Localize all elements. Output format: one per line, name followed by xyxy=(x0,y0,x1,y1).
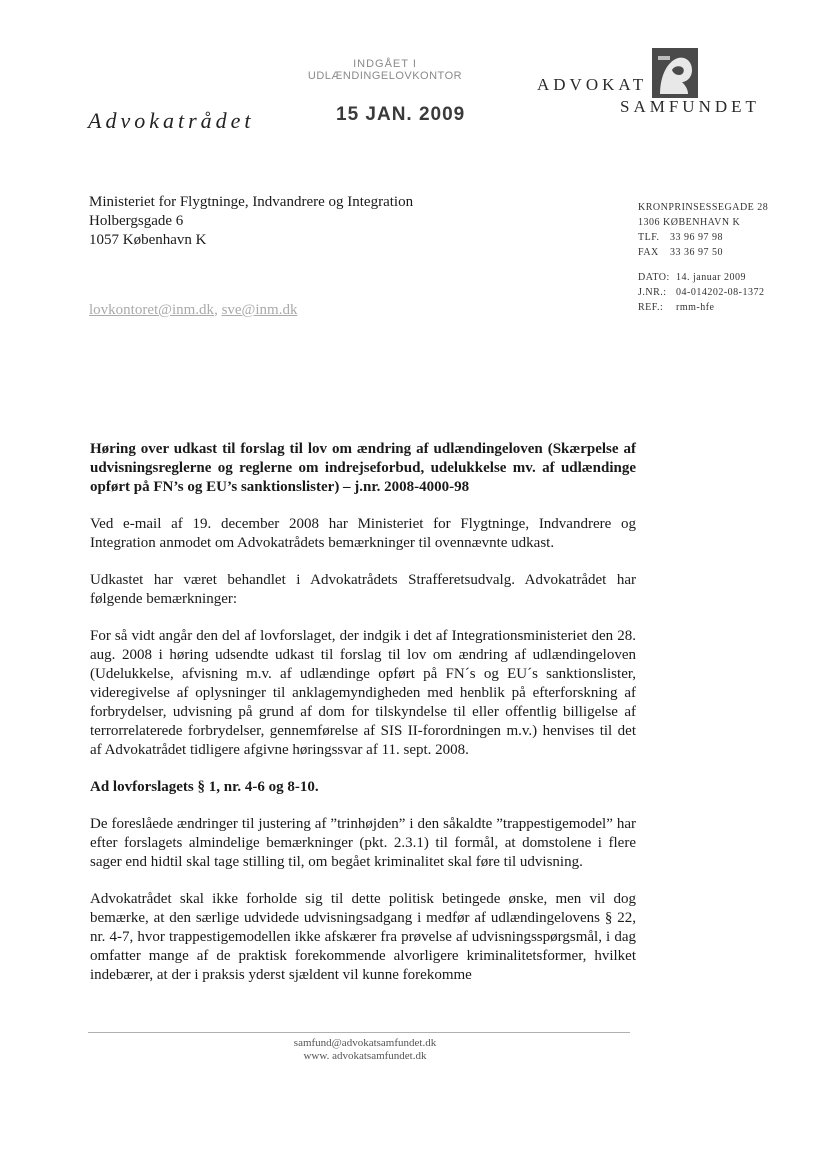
jnr-row xyxy=(638,285,768,300)
dato-row xyxy=(638,270,768,285)
paragraph-1: Ved e-mail af 19. december 2008 har Ministeriet for Flygtninge, Indvandrere og Integration anmodet om Advokatrådets bemærkninger til ovennævnte udkast. xyxy=(90,516,636,551)
advokatsamfundet-logo-icon xyxy=(652,48,698,98)
recipient-emails xyxy=(89,302,297,319)
ref-row xyxy=(638,300,768,315)
footer-divider xyxy=(88,1032,630,1033)
org-name-italic: Advokatrådet xyxy=(88,108,255,133)
footer xyxy=(280,1037,450,1063)
email-link-lovkontoret[interactable]: lovkontoret@inm.dk xyxy=(89,302,215,318)
fax-label: FAX xyxy=(638,247,659,258)
email-separator: , xyxy=(214,302,222,318)
sender-fax-row xyxy=(638,245,768,260)
sender-info-block xyxy=(638,200,768,315)
ref-value: rmm-hfe xyxy=(676,302,715,313)
letter-subject: Høring over udkast til forslag til lov om ændring af udlændingeloven (Skærpelse af udvisningsreglerne og reglerne om indrejseforbud, udelukkelse mv. af udlændinge opført på FN’s og EU’s sanktionslister) – j.nr. 2008-4000-98 xyxy=(90,441,636,495)
received-stamp xyxy=(290,58,480,82)
dato-label: DATO: xyxy=(638,272,670,283)
footer-web[interactable]: www. advokatsamfundet.dk xyxy=(303,1050,427,1062)
jnr-label: J.NR.: xyxy=(638,287,667,298)
paragraph-3: For så vidt angår den del af lovforslaget, der indgik i det af Integrationsministeriet den 28. aug. 2008 i høring udsendte udkast til forslag til lov om ændring af udlændingeloven (Udelukkelse, afvisning m.v. af udlændinge opført på FN´s og EU´s sanktionslister, videregivelse af oplysninger til anklagemyndigheden med henblik på efterforskning af forbrydelser, udvisning på grund af dom for tilskyndelse til eller offentlig billigelse af terrorrelaterede forbrydelser, gennemførelse af SIS II-forordningen m.v.) henvises til det af Advokatrådet tidligere afgivne høringssvar af 11. sept. 2008. xyxy=(90,628,636,758)
tlf-label: TLF. xyxy=(638,232,660,243)
sender-address2: 1306 KØBENHAVN K xyxy=(638,217,741,228)
paragraph-5: Advokatrådet skal ikke forholde sig til dette politisk betingede ønske, men vil dog bemærke, at den særlige udvidede udvisningsadgang i medfør af udlændingelovens § 22, nr. 4-7, hvor trappestigemodellen ikke afskærer fra prøvelse af udvisningsspørgsmål, i dag omfatter mange af de praktisk forekommende alvorligere kriminalitetsformer, hvilket indebærer, at der i praksis yderst sjældent vil kunne forekomme xyxy=(90,891,636,983)
paragraph-2: Udkastet har været behandlet i Advokatrådets Strafferetsudvalg. Advokatrådet har følgende bemærkninger: xyxy=(90,572,636,607)
brand-word-advokat: ADVOKAT xyxy=(537,75,648,94)
recipient-line1: Ministeriet for Flygtninge, Indvandrere og Integration xyxy=(89,194,414,210)
stamp-line1: INDGÅET I xyxy=(353,58,417,70)
footer-email[interactable]: samfund@advokatsamfundet.dk xyxy=(293,1037,437,1049)
sender-address1: KRONPRINSESSEGADE 28 xyxy=(638,202,769,213)
email-link-sve[interactable]: sve@inm.dk xyxy=(221,302,298,318)
letter-body xyxy=(90,440,636,1003)
recipient-address xyxy=(89,193,413,250)
ref-label: REF.: xyxy=(638,302,664,313)
sender-tlf-row xyxy=(638,230,768,245)
recipient-line3: 1057 København K xyxy=(89,232,207,248)
section-heading: Ad lovforslagets § 1, nr. 4-6 og 8-10. xyxy=(90,779,319,795)
dato-value: 14. januar 2009 xyxy=(676,272,746,283)
recipient-line2: Holbergsgade 6 xyxy=(89,213,184,229)
jnr-value: 04-014202-08-1372 xyxy=(676,287,765,298)
fax-value: 33 36 97 50 xyxy=(670,247,723,258)
brand-word-samfundet: SAMFUNDET xyxy=(620,97,760,116)
tlf-value: 33 96 97 98 xyxy=(670,232,723,243)
stamp-line2: UDLÆNDINGELOVKONTOR xyxy=(307,70,463,82)
paragraph-4: De foreslåede ændringer til justering af ”trinhøjden” i den såkaldte ”trappestigemodel” har efter forslagets almindelige bemærkninger (pkt. 2.3.1) til formål, at domstolene i flere sager end hidtil skal tage stilling til, om begået kriminalitet skal føre til udvisning. xyxy=(90,816,636,870)
stamp-date: 15 JAN. 2009 xyxy=(336,104,466,125)
